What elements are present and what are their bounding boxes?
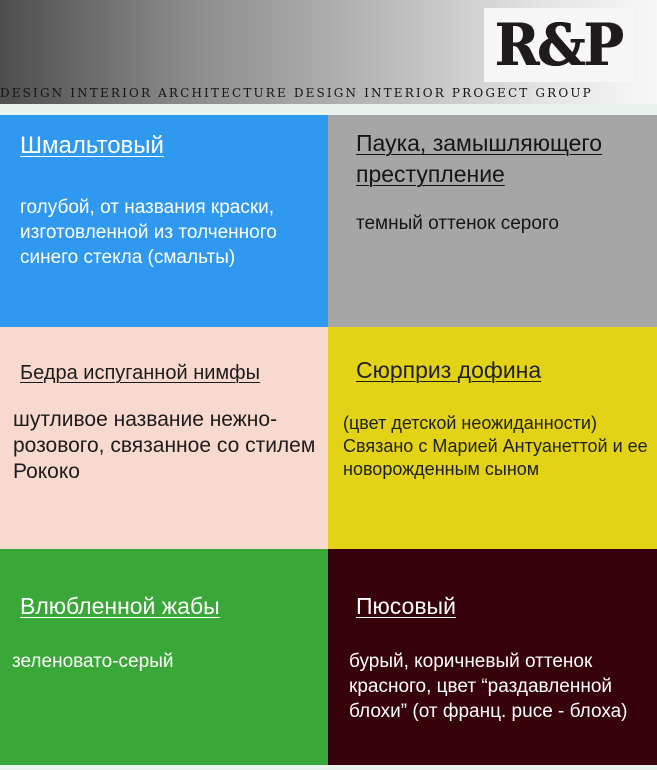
card-description: шутливое название нежно-розового, связанное со стилем Рококо	[13, 408, 316, 483]
bottom-margin	[0, 765, 657, 770]
card-description: бурый, коричневый оттенок красного, цвет “раздавленной блохи” (от франц. puce - блоха)	[349, 651, 628, 722]
color-card-spider-gray	[328, 115, 657, 327]
card-title: Паука, замышляющего преступление	[356, 130, 603, 187]
color-card-smalt-blue	[0, 115, 328, 327]
header-spacer	[0, 104, 657, 115]
color-card-puce-maroon	[328, 549, 657, 765]
color-name-grid	[0, 115, 657, 765]
color-card-dauphin-yellow	[328, 327, 657, 549]
brand-header	[0, 0, 657, 104]
card-title: Пюсовый	[356, 593, 456, 619]
card-description: темный оттенок серого	[356, 213, 559, 234]
color-card-toad-green	[0, 549, 328, 765]
rp-logo	[484, 8, 633, 82]
card-description: голубой, от названия краски, изготовленной из толченного синего стекла (смальты)	[20, 197, 277, 268]
logo-text: R&P	[494, 11, 623, 79]
company-tagline: DESIGN INTERIOR ARCHITECTURE DESIGN INTERIOR PROGECT GROUP	[0, 86, 593, 100]
card-title: Влюбленной жабы	[20, 593, 220, 619]
color-card-nymph-pink	[0, 327, 328, 549]
card-title: Шмальтовый	[20, 132, 164, 159]
card-description: (цвет детской неожиданности) Связано с Марией Антуанеттой и ее новорожденным сыном	[343, 413, 648, 479]
card-description: зеленовато-серый	[12, 651, 174, 672]
card-title: Сюрприз дофина	[356, 357, 542, 383]
card-title: Бедра испуганной нимфы	[20, 362, 260, 384]
